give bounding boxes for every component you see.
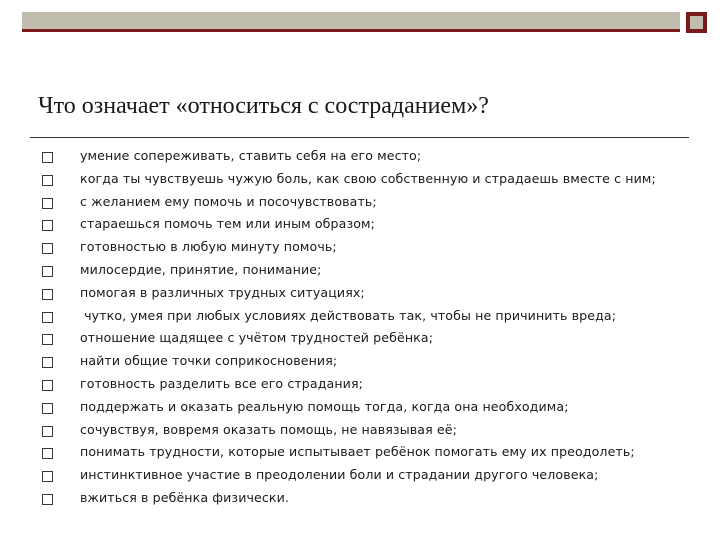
corner-square-decoration [686,12,707,33]
list-item-text: отношение щадящее с учётом трудностей ребёнка; [80,330,434,346]
square-bullet-icon [42,357,53,368]
list-item [42,307,682,325]
list-item [42,261,682,279]
square-bullet-icon [42,312,53,323]
list-item [42,329,682,347]
list-item-text: милосердие, принятие, понимание; [80,261,322,277]
list-item [42,398,682,416]
list-item-text: готовность разделить все его страдания; [80,375,363,391]
square-bullet-icon [42,198,53,209]
square-bullet-icon [42,289,53,300]
slide-title: Что означает «относиться с состраданием»? [38,93,489,119]
title-divider [30,137,689,138]
list-item-text: чутко, умея при любых условиях действовать так, чтобы не причинить вреда; [80,307,617,323]
square-bullet-icon [42,243,53,254]
list-item [42,170,682,188]
list-item [42,147,682,165]
list-item [42,375,682,393]
list-item [42,215,682,233]
list-item [42,284,682,302]
list-item-text: помогая в различных трудных ситуациях; [80,284,365,300]
square-bullet-icon [42,380,53,391]
list-item [42,443,682,461]
list-item [42,193,682,211]
square-bullet-icon [42,220,53,231]
square-bullet-icon [42,152,53,163]
list-item [42,466,682,484]
list-item-text: понимать трудности, которые испытывает ребёнок помогать ему их преодолеть; [80,444,635,460]
square-bullet-icon [42,334,53,345]
list-item [42,352,682,370]
list-item-text: умение сопереживать, ставить себя на его место; [80,148,422,163]
list-item-text: сочувствуя, вовремя оказать помощь, не навязывая её; [80,421,457,437]
square-bullet-icon [42,266,53,277]
list-item-text: вжиться в ребёнка физически. [80,489,289,505]
square-bullet-icon [42,403,53,414]
list-item-text: с желанием ему помочь и посочувствовать; [80,193,377,209]
list-item-text: стараешься помочь тем или иным образом; [80,216,376,232]
square-bullet-icon [42,494,53,505]
list-item-text: инстинктивное участие в преодолении боли и страдании другого человека; [80,467,599,483]
square-bullet-icon [42,175,53,186]
list-item-text: когда ты чувствуешь чужую боль, как свою собственную и страдаешь вместе с ним; [80,170,656,186]
corner-square-inner [690,16,703,29]
list-item [42,421,682,439]
header-band [22,12,680,32]
square-bullet-icon [42,471,53,482]
square-bullet-icon [42,448,53,459]
list-item [42,489,682,507]
square-bullet-icon [42,426,53,437]
list-item-text: поддержать и оказать реальную помощь тогда, когда она необходима; [80,398,569,414]
bullet-list [42,147,682,512]
list-item-text: готовностью в любую минуту помочь; [80,239,337,255]
list-item [42,238,682,256]
list-item-text: найти общие точки соприкосновения; [80,353,338,369]
